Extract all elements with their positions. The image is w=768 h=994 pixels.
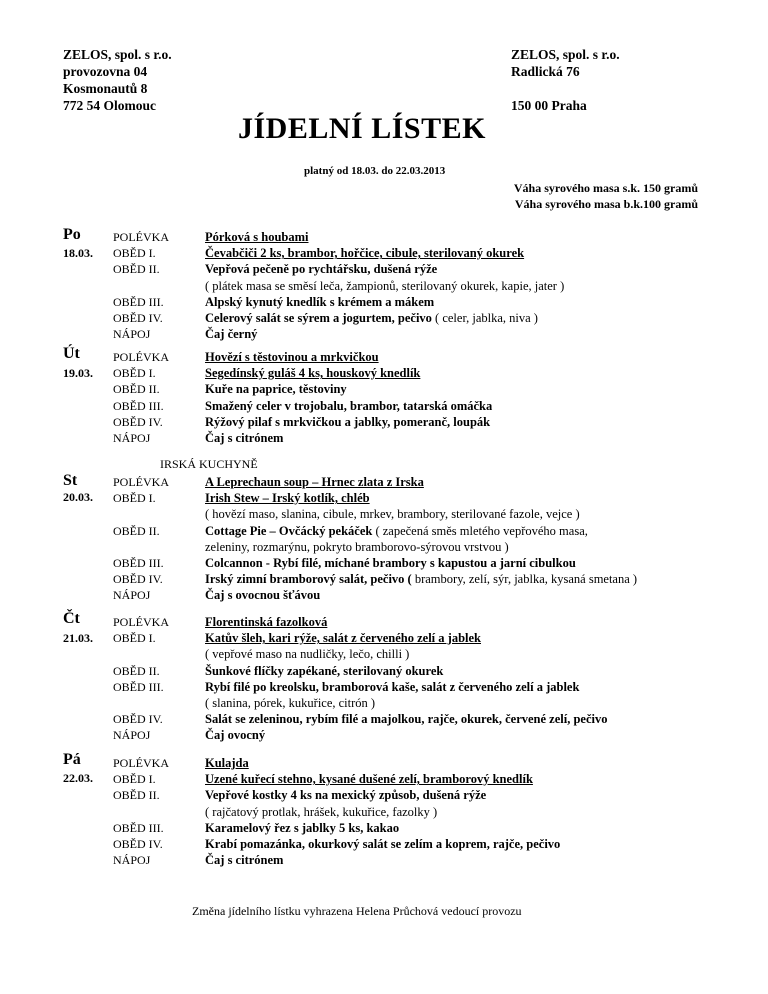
course-label: OBĚD I. bbox=[113, 246, 156, 261]
menu-items bbox=[205, 474, 637, 604]
course-labels bbox=[113, 349, 169, 446]
menu-item bbox=[205, 414, 492, 430]
header-left-line: Kosmonautů 8 bbox=[63, 81, 148, 96]
menu-item bbox=[205, 555, 637, 571]
course-label: OBĚD III. bbox=[113, 820, 164, 835]
dish: Hovězí s těstovinou a mrkvičkou bbox=[205, 350, 379, 364]
course-label: OBĚD I. bbox=[113, 631, 156, 646]
footer-note: Změna jídelního lístku vyhrazena Helena Průchová vedoucí provozu bbox=[192, 904, 522, 918]
day-name: Út bbox=[63, 345, 80, 362]
day-date: 18.03. bbox=[63, 246, 93, 260]
menu-item bbox=[205, 490, 637, 506]
day-name: Pá bbox=[63, 751, 81, 768]
dish: Irský zimní bramborový salát, pečivo ( bbox=[205, 572, 412, 587]
dish: Alpský kynutý knedlík s krémem a mákem bbox=[205, 294, 435, 309]
day-date: 19.03. bbox=[63, 366, 93, 380]
dish: Čevabčiči 2 ks, brambor, hořčice, cibule, sterilovaný okurek bbox=[205, 246, 525, 261]
day-name: St bbox=[63, 472, 78, 489]
course-label: OBĚD I. bbox=[113, 366, 156, 381]
course-label: POLÉVKA bbox=[113, 615, 169, 629]
course-label: OBĚD II. bbox=[113, 523, 160, 538]
dish: Smažený celer v trojobalu, brambor, tatarská omáčka bbox=[205, 398, 493, 413]
dish: Čaj ovocný bbox=[205, 728, 266, 743]
menu-item bbox=[205, 398, 492, 414]
course-label: POLÉVKA bbox=[113, 350, 169, 364]
course-label: NÁPOJ bbox=[113, 853, 151, 868]
dish-note: ( rajčatový protlak, hrášek, kukuřice, fazolky ) bbox=[205, 804, 438, 819]
header-right-line bbox=[511, 80, 620, 97]
menu-item bbox=[205, 245, 564, 261]
menu-item bbox=[205, 804, 560, 820]
menu-item bbox=[205, 349, 492, 365]
menu-item bbox=[205, 229, 564, 245]
dish: Vepřová pečeně po rychtářsku, dušená rýže bbox=[205, 262, 438, 277]
course-label: OBĚD III. bbox=[113, 679, 164, 694]
dish: Florentinská fazolková bbox=[205, 615, 328, 629]
validity-text: platný od 18.03. do 22.03.2013 bbox=[304, 165, 446, 177]
dish: Čaj s citrónem bbox=[205, 430, 284, 445]
dish: Kulajda bbox=[205, 756, 249, 770]
menu-item bbox=[205, 727, 607, 743]
day-name: Po bbox=[63, 226, 81, 243]
dish: Šunkové flíčky zapékané, sterilovaný okurek bbox=[205, 663, 444, 678]
dish: Celerový salát se sýrem a jogurtem, pečivo bbox=[205, 310, 432, 325]
dish: Krabí pomazánka, okurkový salát se zelím a koprem, rajče, pečivo bbox=[205, 836, 561, 851]
menu-item bbox=[205, 539, 637, 555]
dish-note: zeleniny, rozmarýnu, pokryto bramborovo-sýrovou vrstvou ) bbox=[205, 539, 509, 554]
course-label bbox=[113, 278, 169, 294]
weight-line: Váha syrového masa b.k.100 gramů bbox=[514, 197, 698, 211]
course-labels bbox=[113, 614, 169, 744]
dish: Rýžový pilaf s mrkvičkou a jablky, pomeranč, loupák bbox=[205, 414, 491, 429]
course-label: POLÉVKA bbox=[113, 230, 169, 244]
course-label: NÁPOJ bbox=[113, 588, 151, 603]
course-label: OBĚD I. bbox=[113, 772, 156, 787]
course-label: OBĚD IV. bbox=[113, 572, 163, 587]
course-label: POLÉVKA bbox=[113, 475, 169, 489]
menu-item bbox=[205, 474, 637, 490]
course-label bbox=[113, 539, 169, 555]
meat-weight-info bbox=[514, 180, 698, 212]
menu-item bbox=[205, 587, 637, 603]
header-right-address bbox=[511, 46, 620, 114]
menu-item bbox=[205, 711, 607, 727]
dish: Segedínský guláš 4 ks, houskový knedlík bbox=[205, 366, 421, 381]
dish: Kuře na paprice, těstoviny bbox=[205, 382, 347, 397]
course-label bbox=[113, 804, 169, 820]
menu-item bbox=[205, 614, 607, 630]
header-right-line: ZELOS, spol. s r.o. bbox=[511, 47, 620, 62]
menu-item bbox=[205, 679, 607, 695]
course-labels bbox=[113, 755, 169, 868]
menu-item bbox=[205, 261, 564, 277]
header-left-line: provozovna 04 bbox=[63, 64, 148, 79]
dish-note: ( celer, jablka, niva ) bbox=[431, 310, 538, 325]
course-label: OBĚD IV. bbox=[113, 836, 163, 851]
dish: Pórková s houbami bbox=[205, 230, 309, 244]
course-label: OBĚD IV. bbox=[113, 310, 163, 325]
course-label: OBĚD III. bbox=[113, 398, 164, 413]
course-label: OBĚD II. bbox=[113, 663, 160, 678]
dish: A Leprechaun soup – Hrnec zlata z Irska bbox=[205, 475, 424, 489]
header-right-line: Radlická 76 bbox=[511, 64, 580, 79]
menu-item bbox=[205, 506, 637, 522]
header-left-address bbox=[63, 46, 172, 114]
menu-item bbox=[205, 852, 560, 868]
dish: Vepřové kostky 4 ks na mexický způsob, dušená rýže bbox=[205, 788, 487, 803]
menu-item bbox=[205, 771, 560, 787]
course-label: OBĚD II. bbox=[113, 788, 160, 803]
dish-note: ( hovězí maso, slanina, cibule, mrkev, brambory, sterilované fazole, vejce ) bbox=[205, 507, 580, 522]
course-label: OBĚD III. bbox=[113, 294, 164, 309]
day-date: 22.03. bbox=[63, 771, 93, 785]
course-label bbox=[113, 506, 169, 522]
dish: Čaj s citrónem bbox=[205, 853, 284, 868]
menu-item bbox=[205, 310, 564, 326]
menu-item bbox=[205, 755, 560, 771]
day-name: Čt bbox=[63, 610, 80, 627]
menu-item bbox=[205, 695, 607, 711]
menu-items bbox=[205, 229, 564, 342]
menu-item bbox=[205, 523, 637, 539]
menu-item bbox=[205, 326, 564, 342]
menu-item bbox=[205, 381, 492, 397]
menu-items bbox=[205, 614, 607, 744]
dish: Salát se zeleninou, rybím filé a majolkou, rajče, okurek, červené zelí, pečivo bbox=[205, 712, 608, 727]
menu-item bbox=[205, 630, 607, 646]
page-title: JÍDELNÍ LÍSTEK bbox=[238, 112, 486, 145]
dish: Rybí filé po kreolsku, bramborová kaše, salát z červeného zelí a jablek bbox=[205, 679, 580, 694]
course-labels bbox=[113, 474, 169, 604]
menu-item bbox=[205, 646, 607, 662]
dish-note: ( plátek masa se směsí leča, žampionů, sterilovaný okurek, kapie, jater ) bbox=[205, 278, 565, 293]
menu-item bbox=[205, 571, 637, 587]
course-label: NÁPOJ bbox=[113, 728, 151, 743]
course-labels bbox=[113, 229, 169, 342]
weight-line: Váha syrového masa s.k. 150 gramů bbox=[513, 181, 698, 195]
dish: Colcannon - Rybí filé, míchané brambory s kapustou a jarní cibulkou bbox=[205, 555, 576, 570]
dish: Čaj černý bbox=[205, 327, 258, 342]
dish-note: ( vepřové maso na nudličky, lečo, chilli ) bbox=[205, 647, 410, 662]
dish: Katův šleh, kari rýže, salát z červeného zelí a jablek bbox=[205, 631, 481, 646]
course-label bbox=[113, 646, 169, 662]
dish: Uzené kuřecí stehno, kysané dušené zelí, bramborový knedlík bbox=[205, 772, 533, 787]
dish: Čaj s ovocnou šťávou bbox=[205, 588, 321, 603]
day-date: 20.03. bbox=[63, 490, 93, 504]
menu-items bbox=[205, 755, 560, 868]
dish: Cottage Pie – Ovčácký pekáček bbox=[205, 523, 373, 538]
menu-item bbox=[205, 836, 560, 852]
course-label: OBĚD IV. bbox=[113, 414, 163, 429]
course-label: POLÉVKA bbox=[113, 756, 169, 770]
menu-item bbox=[205, 787, 560, 803]
dish-note: brambory, zelí, sýr, jablka, kysaná smetana ) bbox=[411, 572, 638, 587]
header-left-line: 772 54 Olomouc bbox=[63, 98, 156, 113]
course-label: NÁPOJ bbox=[113, 327, 151, 342]
menu-item bbox=[205, 294, 564, 310]
section-heading: IRSKÁ KUCHYNĚ bbox=[160, 457, 258, 471]
menu-item bbox=[205, 278, 564, 294]
header-left-line: ZELOS, spol. s r.o. bbox=[63, 47, 172, 62]
menu-item bbox=[205, 820, 560, 836]
course-label: OBĚD II. bbox=[113, 262, 160, 277]
menu-items bbox=[205, 349, 492, 446]
header-right-line: 150 00 Praha bbox=[511, 98, 587, 113]
dish: Karamelový řez s jablky 5 ks, kakao bbox=[205, 820, 400, 835]
dish-note: ( zapečená směs mletého vepřového masa, bbox=[372, 523, 588, 538]
course-label: OBĚD IV. bbox=[113, 712, 163, 727]
menu-item bbox=[205, 430, 492, 446]
menu-item bbox=[205, 663, 607, 679]
menu-item bbox=[205, 365, 492, 381]
course-label: OBĚD I. bbox=[113, 491, 156, 506]
dish-note: ( slanina, pórek, kukuřice, citrón ) bbox=[205, 695, 376, 710]
course-label: OBĚD II. bbox=[113, 382, 160, 397]
day-date: 21.03. bbox=[63, 631, 93, 645]
course-label: NÁPOJ bbox=[113, 430, 151, 445]
course-label bbox=[113, 695, 169, 711]
course-label: OBĚD III. bbox=[113, 555, 164, 570]
dish: Irish Stew – Irský kotlík, chléb bbox=[205, 491, 370, 506]
